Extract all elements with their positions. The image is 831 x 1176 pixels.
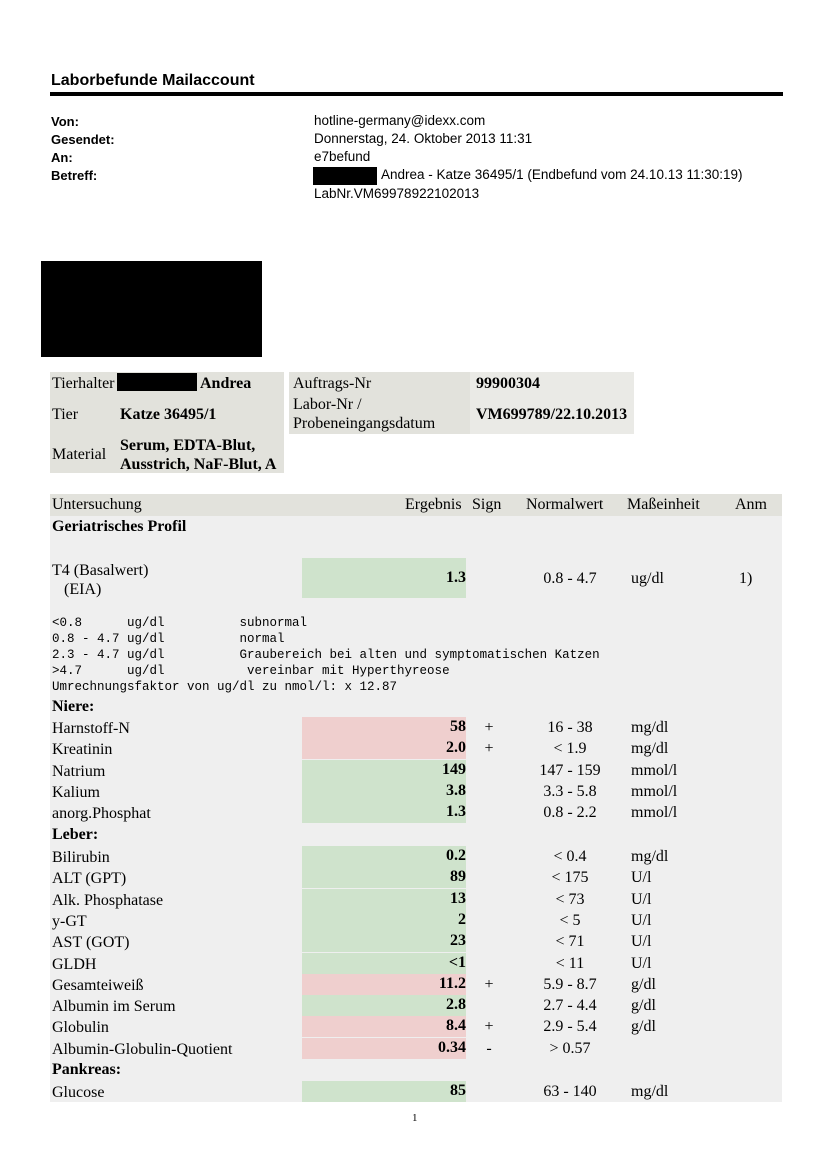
- section-leber: Leber:: [52, 826, 99, 843]
- lab-result-cell: [302, 781, 466, 802]
- lab-result-value: 149: [442, 760, 466, 778]
- lab-result-value: 89: [450, 868, 466, 886]
- t4-unit: ug/dl: [631, 570, 664, 587]
- lab-result-cell: [302, 738, 466, 759]
- redacted-logo: [41, 261, 262, 357]
- lab-row-name: Globulin: [52, 1019, 109, 1037]
- lab-normal-range: < 11: [555, 954, 585, 972]
- lab-result-value: 2.0: [446, 739, 466, 757]
- lab-row-name: ALT (GPT): [52, 870, 127, 888]
- note-line: Umrechnungsfaktor von ug/dl zu nmol/l: x 12.87: [52, 680, 398, 694]
- lab-normal-range: 0.8 - 2.2: [543, 804, 597, 822]
- tier-value: Katze 36495/1: [120, 406, 217, 423]
- note-line: 2.3 - 4.7 ug/dl Graubereich bei alten und symptomatischen Katzen: [52, 648, 600, 662]
- lab-unit: mg/dl: [631, 1083, 669, 1100]
- lab-result-value: 0.2: [446, 847, 466, 864]
- von-value: hotline-germany@idexx.com: [314, 113, 486, 128]
- lab-unit: U/l: [631, 911, 652, 929]
- lab-result-value: 2: [458, 910, 466, 928]
- t4-name-line2: (EIA): [64, 581, 102, 598]
- lab-normal-range: 2.9 - 5.4: [543, 1018, 597, 1036]
- lab-row-name: Kreatinin: [52, 741, 113, 759]
- section-pankreas: Pankreas:: [52, 1061, 122, 1078]
- lab-row-name: Alk. Phosphatase: [52, 891, 164, 909]
- labor-label-line1: Labor-Nr /: [293, 396, 362, 413]
- betreff-labnr: LabNr.VM69978922102013: [314, 186, 480, 201]
- lab-normal-range: < 71: [555, 933, 585, 951]
- lab-normal-range: 63 - 140: [543, 1083, 597, 1100]
- t4-normal: 0.8 - 4.7: [543, 570, 597, 587]
- an-value: e7befund: [314, 149, 371, 164]
- lab-result-cell: [302, 717, 466, 738]
- lab-unit: mg/dl: [631, 719, 669, 736]
- lab-result-value: 3.8: [446, 781, 466, 799]
- lab-result-value: 1.3: [446, 803, 466, 821]
- material-value-line2: Ausstrich, NaF-Blut, A: [120, 456, 277, 473]
- lab-normal-range: 2.7 - 4.4: [543, 997, 597, 1015]
- lab-sign: -: [486, 1039, 492, 1057]
- an-label: An:: [51, 150, 73, 165]
- lab-row-name: Natrium: [52, 762, 106, 780]
- lab-sign: +: [484, 1018, 494, 1036]
- lab-normal-range: < 1.9: [553, 740, 587, 758]
- lab-row-name: Albumin im Serum: [52, 998, 176, 1016]
- auftrag-value: 99900304: [476, 375, 540, 392]
- lab-sign: +: [484, 719, 494, 736]
- lab-result-cell: [302, 846, 466, 867]
- lab-normal-range: < 175: [551, 869, 589, 887]
- lab-normal-range: 147 - 159: [539, 761, 601, 779]
- material-label: Material: [52, 446, 107, 463]
- lab-result-cell: [302, 1016, 466, 1037]
- lab-normal-range: 5.9 - 8.7: [543, 975, 597, 993]
- betreff-label: Betreff:: [51, 168, 98, 183]
- lab-result-value: 23: [450, 932, 466, 950]
- lab-row-name: AST (GOT): [52, 934, 130, 952]
- lab-result-cell: [302, 995, 466, 1016]
- lab-normal-range: < 5: [559, 911, 581, 929]
- gesendet-value: Donnerstag, 24. Oktober 2013 11:31: [314, 131, 533, 146]
- section-niere: Niere:: [52, 698, 95, 715]
- lab-unit: U/l: [631, 890, 652, 908]
- redaction-bar: [117, 373, 197, 391]
- col-ergebnis: Ergebnis: [405, 496, 462, 513]
- auftrag-label: Auftrags-Nr: [293, 375, 372, 392]
- lab-result-value: <1: [448, 953, 466, 971]
- lab-normal-range: 16 - 38: [547, 719, 593, 736]
- lab-row-name: y-GT: [52, 912, 87, 930]
- lab-result-cell: [302, 931, 466, 952]
- lab-result-cell: [302, 1081, 466, 1102]
- betreff-value: Andrea - Katze 36495/1 (Endbefund vom 24.10.13 11:30:19): [381, 167, 743, 182]
- t4-anm: 1): [739, 570, 753, 587]
- lab-result-cell: [302, 1038, 466, 1059]
- lab-row-name: Glucose: [52, 1084, 105, 1101]
- lab-result-cell: [302, 760, 466, 781]
- lab-unit: U/l: [631, 869, 652, 887]
- lab-row-name: anorg.Phosphat: [52, 805, 151, 823]
- lab-unit: U/l: [631, 933, 652, 951]
- lab-result-value: 8.4: [446, 1017, 466, 1035]
- lab-row-name: Kalium: [52, 783, 100, 801]
- mail-title: Laborbefunde Mailaccount: [51, 72, 255, 89]
- t4-result-cell: [302, 558, 466, 598]
- lab-unit: mg/dl: [631, 848, 669, 865]
- lab-row-name: Albumin-Globulin-Quotient: [52, 1040, 233, 1058]
- lab-result-cell: [302, 889, 466, 910]
- lab-normal-range: 3.3 - 5.8: [543, 782, 597, 800]
- col-sign: Sign: [472, 496, 502, 513]
- col-untersuchung: Untersuchung: [52, 496, 142, 513]
- note-line: <0.8 ug/dl subnormal: [52, 616, 308, 630]
- lab-unit: mmol/l: [631, 782, 678, 800]
- lab-result-cell: [302, 867, 466, 888]
- labor-value: VM699789/22.10.2013: [476, 406, 628, 423]
- col-normalwert: Normalwert: [526, 496, 604, 513]
- labor-label-line2: Probeneingangsdatum: [293, 415, 436, 432]
- redaction-bar: [313, 167, 377, 185]
- tierhalter-value: Andrea: [200, 375, 252, 392]
- note-line: 0.8 - 4.7 ug/dl normal: [52, 632, 285, 646]
- lab-unit: g/dl: [631, 1018, 656, 1036]
- lab-unit: U/l: [631, 954, 652, 972]
- lab-normal-range: > 0.57: [549, 1039, 591, 1057]
- lab-row-name: Gesamteiweiß: [52, 976, 144, 994]
- lab-normal-range: < 0.4: [553, 848, 587, 865]
- lab-row-name: Bilirubin: [52, 849, 110, 866]
- lab-result-cell: [302, 802, 466, 823]
- lab-result-cell: [302, 974, 466, 995]
- lab-row-name: Harnstoff-N: [52, 720, 130, 737]
- page-number: 1: [412, 1112, 418, 1124]
- section-geriatrisch: Geriatrisches Profil: [52, 518, 187, 535]
- lab-sign: +: [484, 740, 494, 758]
- lab-unit: mmol/l: [631, 804, 678, 822]
- t4-value: 1.3: [446, 569, 466, 586]
- lab-result-value: 58: [450, 718, 466, 735]
- tierhalter-label: Tierhalter: [52, 375, 115, 392]
- lab-row-name: GLDH: [52, 955, 97, 973]
- lab-unit: mmol/l: [631, 761, 678, 779]
- lab-result-cell: [302, 953, 466, 974]
- lab-normal-range: < 73: [555, 890, 585, 908]
- lab-result-value: 13: [450, 889, 466, 907]
- lab-unit: mg/dl: [631, 740, 669, 758]
- col-anm: Anm: [735, 496, 767, 513]
- material-value-line1: Serum, EDTA-Blut,: [120, 437, 256, 454]
- note-line: >4.7 ug/dl vereinbar mit Hyperthyreose: [52, 664, 450, 678]
- col-masseinheit: Maßeinheit: [627, 496, 700, 513]
- lab-result-value: 85: [450, 1082, 466, 1099]
- lab-result-value: 0.34: [438, 1038, 466, 1056]
- lab-result-cell: [302, 910, 466, 931]
- lab-unit: g/dl: [631, 997, 656, 1015]
- von-label: Von:: [51, 114, 79, 129]
- gesendet-label: Gesendet:: [51, 132, 115, 147]
- lab-result-value: 2.8: [446, 996, 466, 1014]
- lab-unit: g/dl: [631, 975, 656, 993]
- t4-name-line1: T4 (Basalwert): [52, 562, 149, 579]
- tier-label: Tier: [52, 406, 79, 423]
- lab-result-value: 11.2: [438, 974, 466, 992]
- title-divider: [50, 92, 783, 96]
- lab-sign: +: [484, 975, 494, 993]
